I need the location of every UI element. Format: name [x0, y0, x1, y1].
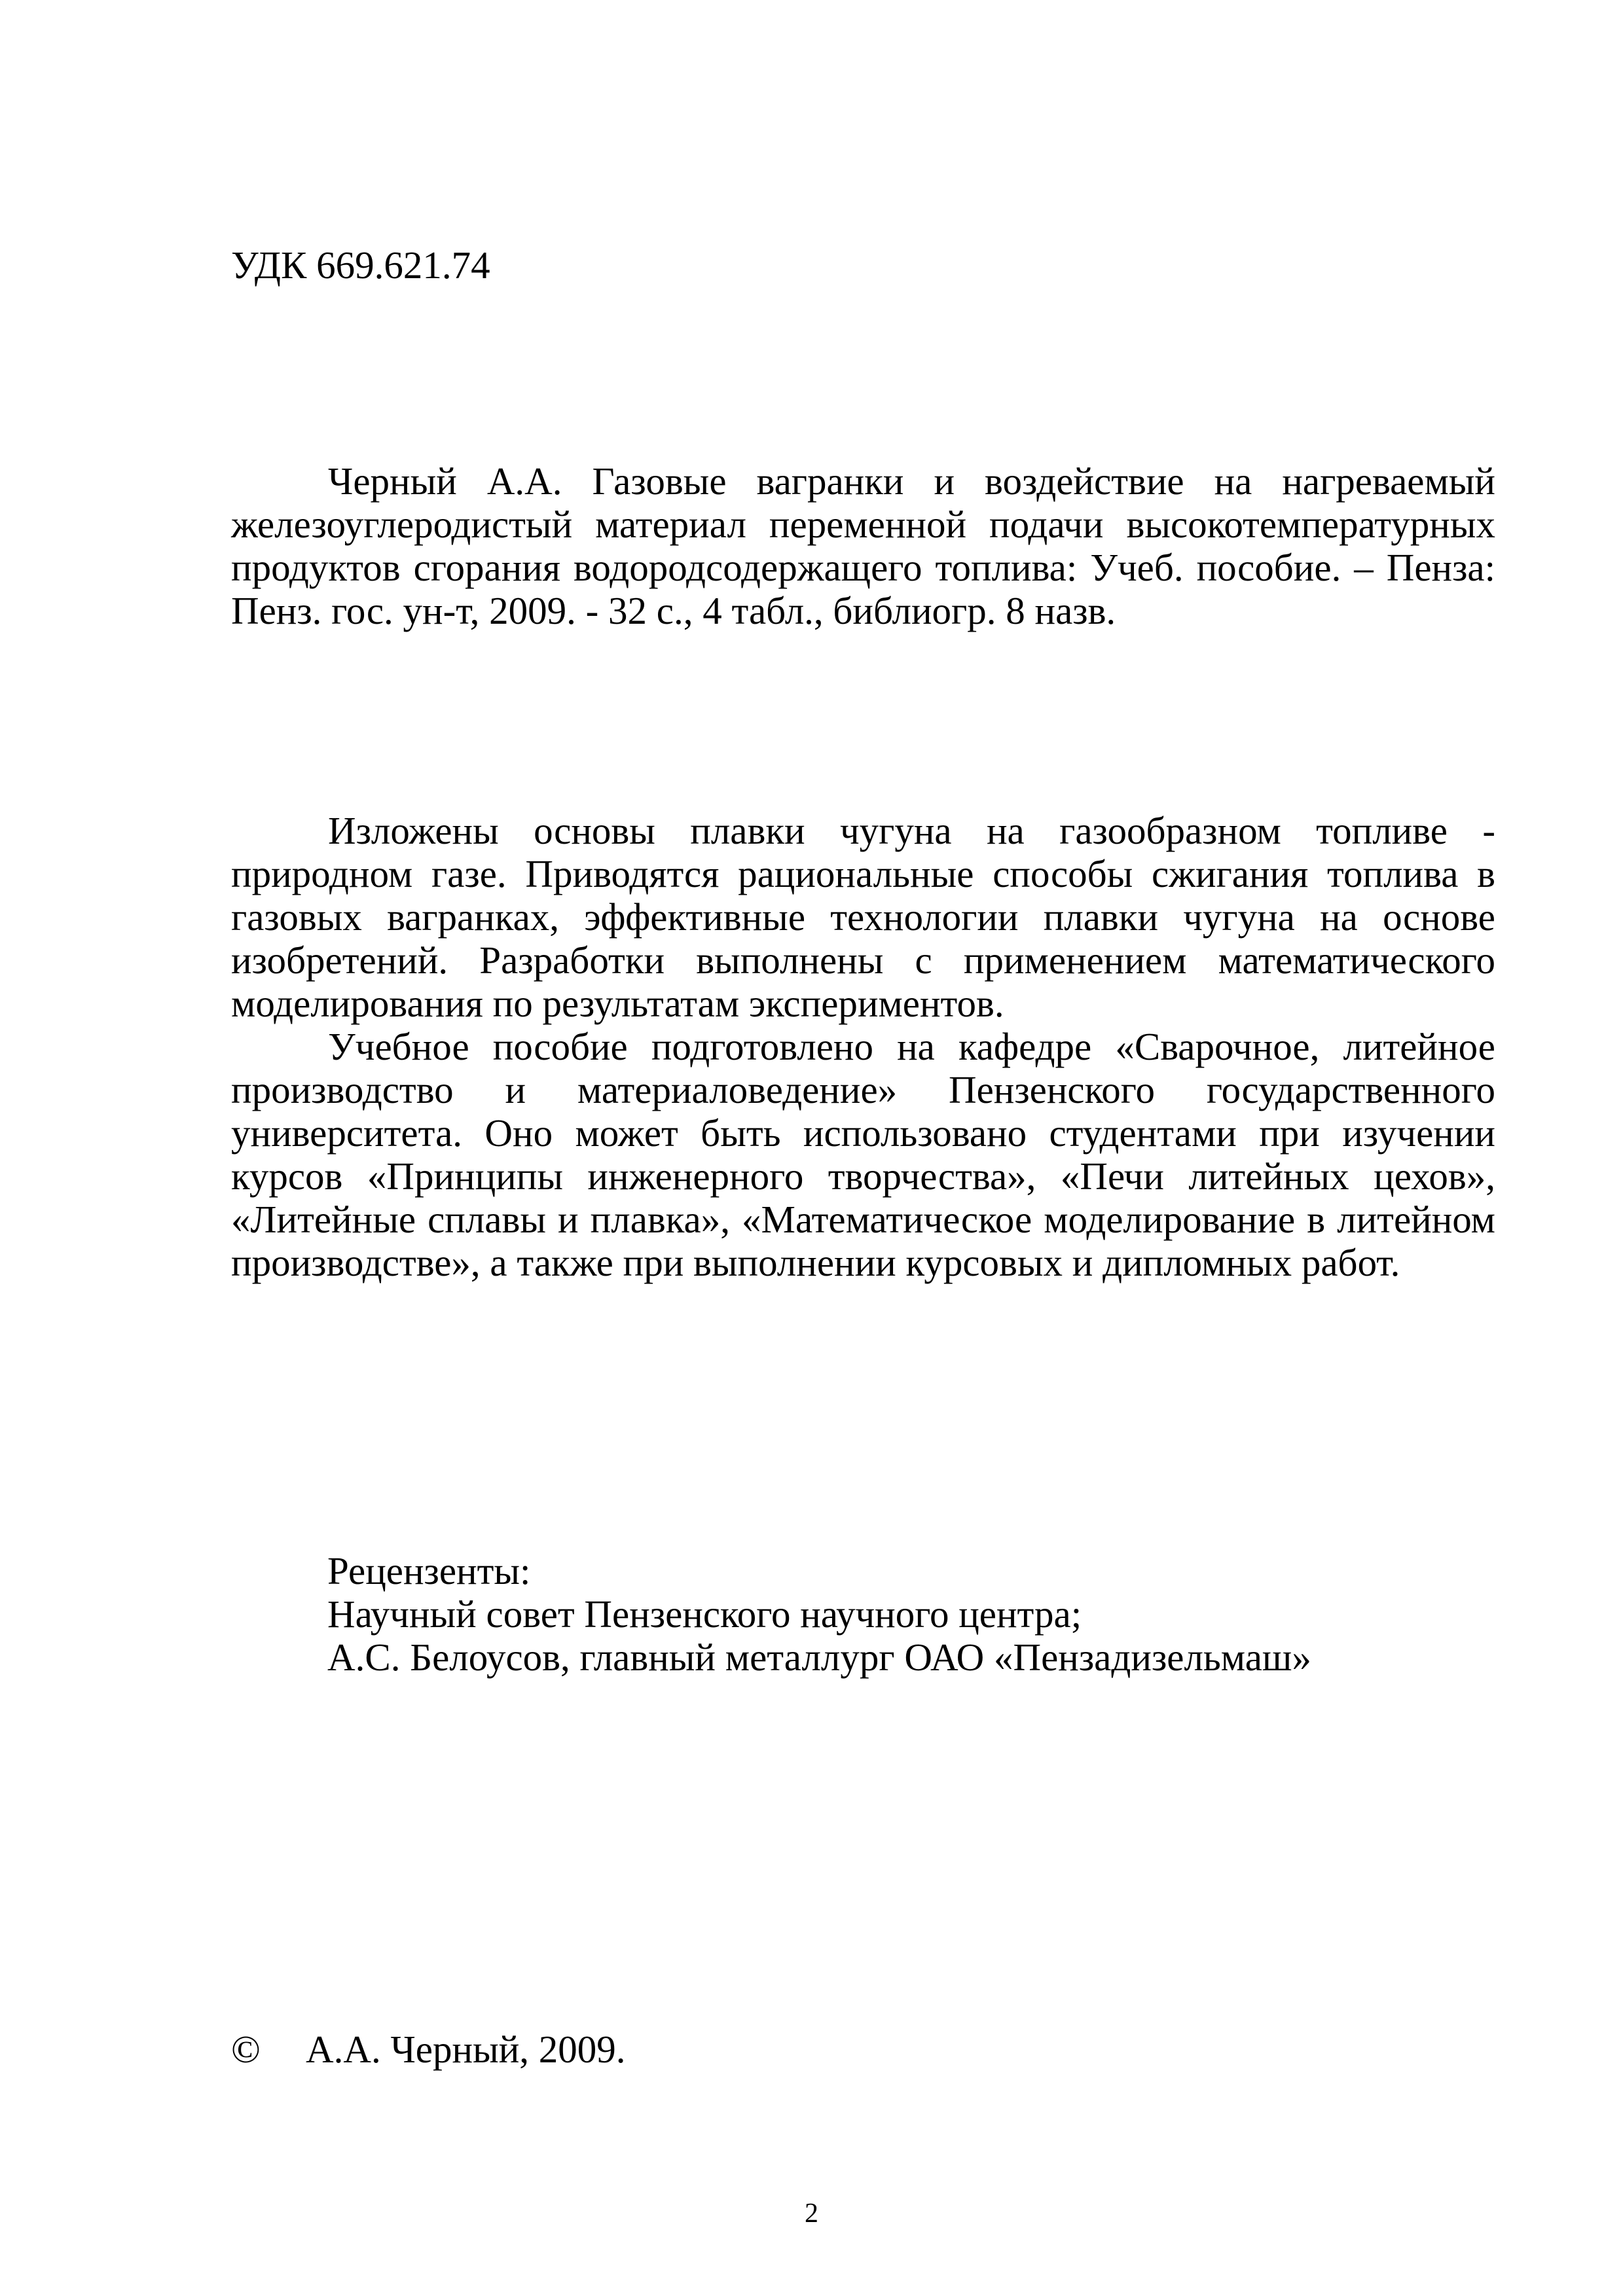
udk-code: УДК 669.621.74	[231, 243, 490, 287]
bibliographic-text: Черный А.А. Газовые вагранки и воздействие на нагреваемый железоуглеродистый материал переменной подачи высокотемпературных продуктов сгорания водородсодержащего топлива: Учеб. пособие. – Пенза: Пенз. гос. ун-т, 2009. - 32 с., 4 табл., библиогр. 8 назв.	[231, 459, 1495, 632]
bibliographic-record	[231, 459, 1495, 632]
copyright-icon: ©	[231, 2028, 261, 2071]
reviewers-section	[327, 1549, 1506, 1679]
page-number: 2	[805, 2198, 818, 2229]
abstract	[231, 809, 1495, 1284]
copyright-notice	[231, 2028, 626, 2071]
abstract-paragraph-1: Изложены основы плавки чугуна на газообразном топливе - природном газе. Приводятся рациональные способы сжигания топлива в газовых вагранках, эффективные технологии плавки чугуна на основе изобретений. Разработки выполнены с применением математического моделирования по результатам экспериментов.	[231, 809, 1495, 1025]
reviewers-heading: Рецензенты:	[327, 1549, 531, 1592]
reviewer-line: А.С. Белоусов, главный металлург ОАО «Пензадизельмаш»	[327, 1636, 1311, 1679]
copyright-text: А.А. Черный, 2009.	[306, 2028, 626, 2071]
reviewer-line: Научный совет Пензенского научного центра;	[327, 1592, 1082, 1636]
abstract-paragraph-2: Учебное пособие подготовлено на кафедре «Сварочное, литейное производство и материаловедение» Пензенского государственного университета. Оно может быть использовано студентами при изучении курсов «Принципы инженерного творчества», «Печи литейных цехов», «Литейные сплавы и плавка», «Математическое моделирование в литейном производстве», а также при выполнении курсовых и дипломных работ.	[231, 1025, 1495, 1284]
